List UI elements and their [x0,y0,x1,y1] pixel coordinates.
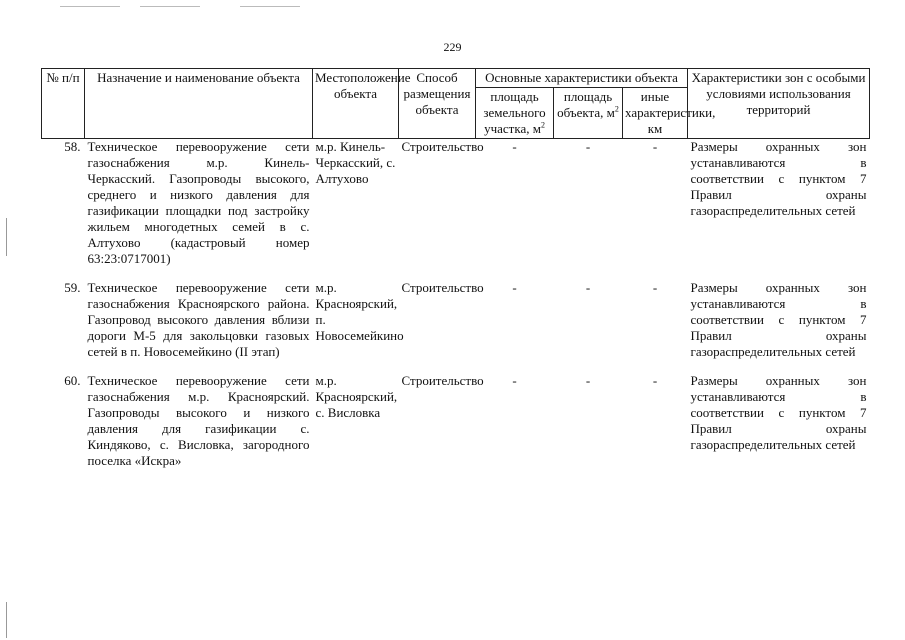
row-num: 60. [64,373,81,388]
row-other: - [652,373,658,388]
row-other: - [652,139,658,154]
row-location: м.р. Кинель-Черкасский, с. Алтухово [315,139,396,186]
row-method: Строительство [401,139,484,154]
row-num: 58. [64,139,81,154]
row-zones: Размеры охранных зон устанавливаются в соответствии с пунктом 7 Правил охраны газораспределительных сетей [690,280,867,359]
table-row [42,373,870,482]
row-other: - [652,280,658,295]
table-row [42,139,870,281]
header-method: Способ размещения объекта [399,69,476,139]
row-method: Строительство [401,373,484,388]
page-number: 229 [443,40,462,54]
row-area-land: - [512,280,517,295]
row-method: Строительство [401,280,484,295]
objects-table [41,68,870,482]
scan-mark [6,218,7,256]
header-name: Назначение и наименование объекта [85,69,313,139]
header-zones: Характеристики зон с особыми условиями использования территорий [688,69,870,139]
table-row [42,280,870,373]
header-num: № п/п [42,69,85,139]
row-area-object: - [585,373,591,388]
row-zones: Размеры охранных зон устанавливаются в соответствии с пунктом 7 Правил охраны газораспределительных сетей [690,139,867,218]
row-name: Техническое перевооружение сети газоснабжения м.р. Красноярский. Газопроводы высокого и низкого давления для газификации с. Киндяково, с. Висловка, загородного поселка «Искра» [87,373,310,468]
row-zones: Размеры охранных зон устанавливаются в соответствии с пунктом 7 Правил охраны газораспределительных сетей [690,373,867,452]
header-main-characteristics: Основные характеристики объекта [476,69,688,88]
header-area-object: площадь объекта, $м^2$ [554,88,623,139]
header-location: Местоположение объекта [313,69,399,139]
scan-mark [6,602,7,638]
row-area-land: - [512,139,517,154]
row-num: 59. [64,280,81,295]
row-area-land: - [512,373,517,388]
row-location: м.р. Красноярский, п. Новосемейкино [315,280,404,343]
row-name: Техническое перевооружение сети газоснабжения м.р. Кинель-Черкасский. Газопроводы высокого, среднего и низкого давления для газификации площадки под застройку жильем многодетных семей в с. Алтухово (кадастровый номер 63:23:0717001) [87,139,310,266]
row-area-object: - [585,280,591,295]
row-area-object: - [585,139,591,154]
scan-line [240,6,300,7]
row-location: м.р. Красноярский, с. Висловка [315,373,398,420]
header-other: иные характеристики, км [623,88,688,139]
scan-line [60,6,120,7]
header-area-land: площадь земельного участка, $м^2$ [476,88,554,139]
scan-line [140,6,200,7]
row-name: Техническое перевооружение сети газоснабжения Красноярского района. Газопровод высокого давления вблизи дороги М-5 для закольцовки газовых сетей в п. Новосемейкино (II этап) [87,280,310,359]
